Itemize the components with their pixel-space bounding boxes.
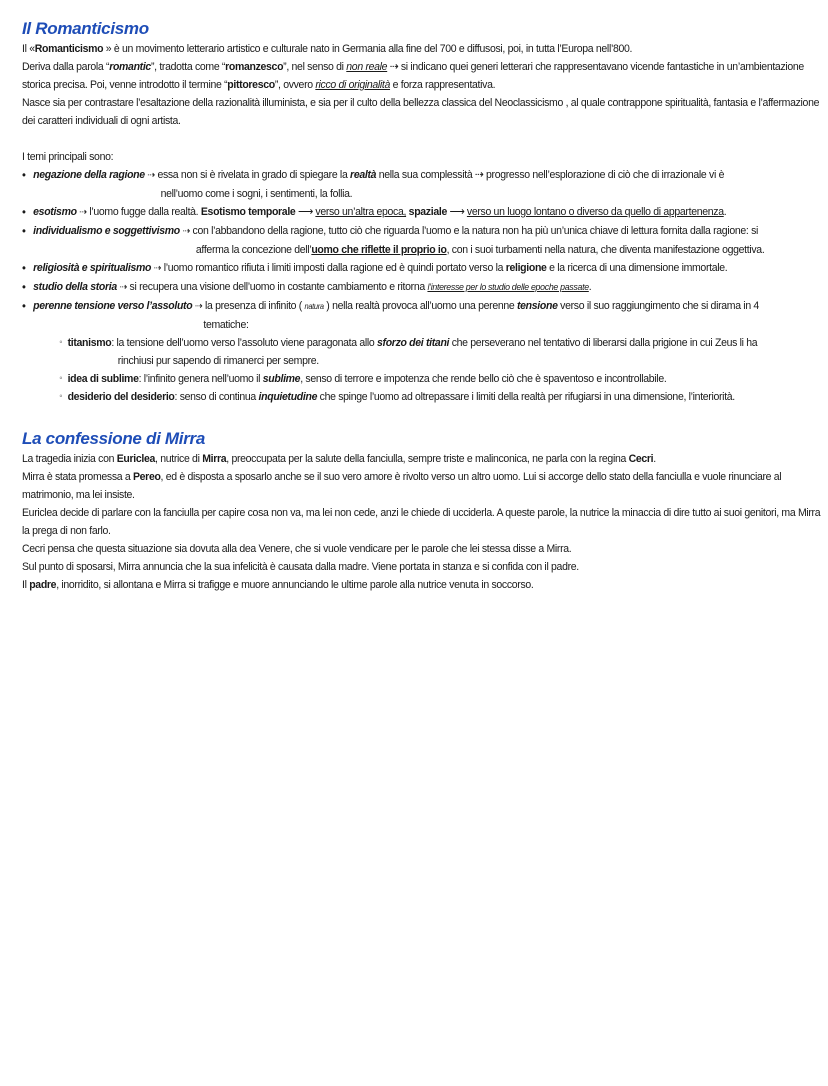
section-title-romanticismo: Il Romanticismo xyxy=(22,19,149,38)
mirra-paragraph-5: Sul punto di sposarsi, Mirra annuncia che la sua infelicità è causata dalla madre. Viene portata in stanza e si confida con il padre. xyxy=(22,561,579,573)
intro-paragraph-3: Nasce sia per contrastare l’esaltazione della razionalità illuminista, e sia per il culto della bellezza classica del Neoclassicismo , al quale contrappone spiritualità, fantasia e l’affermazione dei caratteri individuali di ogni artista. xyxy=(22,97,820,127)
subtheme-item-titanismo: ◦ titanismo: la tensione dell’uomo verso l’assoluto viene paragonata allo sforzo dei titani che perseverano nel tentativo di liberarsi dalla prigione in cui Zeus li ha rinchiusi pur sapendo di rimanerci per sempre. xyxy=(59,334,828,370)
mirra-paragraph-1: La tragedia inizia con Euriclea, nutrice di Mirra, preoccupata per la salute della fanciulla, sempre triste e malinconica, ne parla con la regina Cecri. xyxy=(22,453,656,465)
mirra-paragraph-2: Mirra è stata promessa a Pereo, ed è disposta a sposarlo anche se il suo vero amore è rivolto verso un altro uomo. Lui si accorge dello stato della fanciulla e vuole rinunciare al matrimonio, ma lei insiste. xyxy=(22,471,782,501)
theme-item-storia: • studio della storia ⇢ si recupera una visione dell’uomo in costante cambiamento e ritorna l’interesse per lo studio delle epoche passate. xyxy=(22,278,822,297)
theme-item-negazione: • negazione della ragione ⇢ essa non si è rivelata in grado di spiegare la realtà nella sua complessità ⇢ progresso nell’esplorazione di ciò che di irrazionale vi è nell’uomo come i sogni, i sentimenti, la follia. xyxy=(22,166,822,203)
intro-paragraph-2: Deriva dalla parola “romantic”, tradotta come “romanzesco”, nel senso di non reale ⇢ si indicano quei generi letterari che rappresentavano vicende fantastiche in un’ambientazione storica precisa. Poi, venne introdotto il termine “pittoresco”, ovvero ricco di originalità e forza rappresentativa. xyxy=(22,61,804,91)
theme-item-assoluto: • perenne tensione verso l’assoluto ⇢ la presenza di infinito ( natura ) nella realtà provoca all’uomo una perenne tensione verso il suo raggiungimento che si dirama in 4 tematiche: xyxy=(22,297,822,334)
subtheme-item-sublime: ◦ idea di sublime: l’infinito genera nell’uomo il sublime, senso di terrore e impotenza che rende bello ciò che è spaventoso e incontrollabile. xyxy=(59,370,828,388)
subthemes-list xyxy=(22,334,828,406)
theme-item-religiosita: • religiosità e spiritualismo ⇢ l’uomo romantico rifiuta i limiti imposti dalla ragione ed è quindi portato verso la religione e la ricerca di una dimensione immortale. xyxy=(22,259,822,278)
themes-list xyxy=(22,166,822,334)
intro-paragraph-1: Il «Romanticismo » è un movimento letterario artistico e culturale nato in Germania alla fine del 700 e diffusosi, poi, in tutta l’Europa nell’800. xyxy=(22,43,633,55)
mirra-paragraph-3: Euriclea decide di parlare con la fanciulla per capire cosa non va, ma lei non cede, anzi le chiede di ucciderla. A queste parole, la nutrice la minaccia di dire tutto ai suoi genitori, ma Mirra la prega di non farlo. xyxy=(22,507,821,537)
mirra-paragraph-4: Cecri pensa che questa situazione sia dovuta alla dea Venere, che si vuole vendicare per le parole che lei stessa disse a Mirra. xyxy=(22,543,572,555)
themes-label: I temi principali sono: xyxy=(22,151,114,163)
theme-item-individualismo: • individualismo e soggettivismo ⇢ con l’abbandono della ragione, tutto ciò che riguarda l’uomo e la natura non ha più un’unica chiave di lettura fornita dalla ragione: si afferma la concezione dell’uomo che riflette il proprio io, con i suoi turbamenti nella natura, che diventa manifestazione oggettiva. xyxy=(22,222,822,259)
section-title-mirra: La confessione di Mirra xyxy=(22,429,205,448)
theme-item-esotismo: • esotismo ⇢ l’uomo fugge dalla realtà. Esotismo temporale ⟶ verso un’altra epoca, spaziale ⟶ verso un luogo lontano o diverso da quello di appartenenza. xyxy=(22,203,822,222)
subtheme-item-desiderio: ◦ desiderio del desiderio: senso di continua inquietudine che spinge l’uomo ad oltrepassare i limiti della realtà per rifugiarsi in una dimensione, l’interiorità. xyxy=(59,388,828,406)
mirra-paragraph-6: Il padre, inorridito, si allontana e Mirra si trafigge e muore annunciando le ultime parole alla nutrice venuta in soccorso. xyxy=(22,579,534,591)
